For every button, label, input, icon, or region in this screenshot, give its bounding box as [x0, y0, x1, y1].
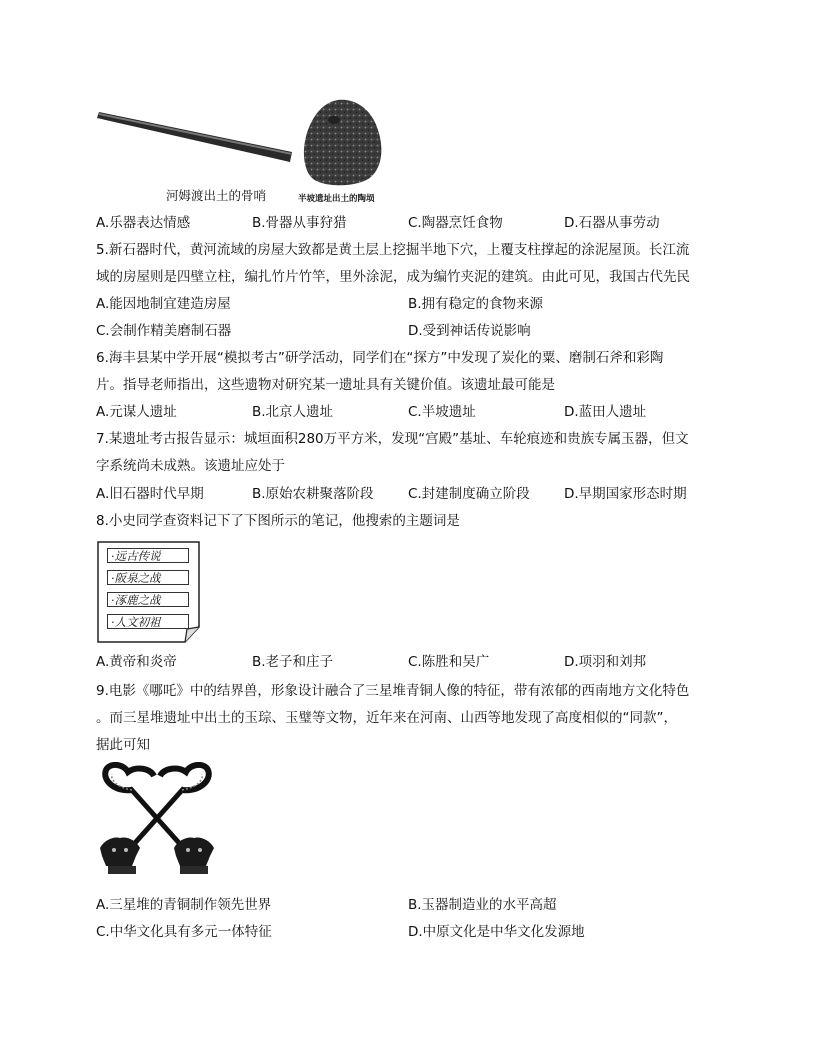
- q9-options-row-2: [96, 922, 736, 942]
- q7-option-c[interactable]: C.封建制度确立阶段: [408, 486, 530, 502]
- q9-stem-line-3: 据此可知: [96, 737, 150, 753]
- q5-stem-line-2: 域的房屋则是四壁立柱，编扎竹片竹竿，里外涂泥，成为编竹夹泥的建筑。由此可见，我国古代先民: [96, 269, 690, 285]
- q4-option-a[interactable]: A.乐器表达情感: [96, 215, 191, 231]
- bone-whistle-image: [96, 104, 296, 168]
- q6-option-d[interactable]: D.蓝田人遗址: [564, 404, 647, 420]
- note-item-3: ·涿鹿之战: [107, 592, 189, 607]
- sanxingdui-artifact-image: [96, 762, 220, 888]
- q8-option-b[interactable]: B.老子和庄子: [252, 654, 334, 670]
- bone-whistle-caption: 河姆渡出土的骨哨: [166, 188, 267, 203]
- q4-option-c[interactable]: C.陶器烹饪食物: [408, 215, 503, 231]
- q5-option-a[interactable]: A.能因地制宜建造房屋: [96, 296, 231, 312]
- q8-note-card: [97, 541, 201, 643]
- q5-option-c[interactable]: C.会制作精美磨制石器: [96, 323, 232, 339]
- q9-stem-line-1: 9.电影《哪吒》中的结界兽，形象设计融合了三星堆青铜人像的特征，带有浓郁的西南地方文化特色: [96, 683, 690, 699]
- q7-option-d[interactable]: D.早期国家形态时期: [564, 486, 687, 502]
- q9-option-a[interactable]: A.三星堆的青铜制作领先世界: [96, 897, 272, 913]
- q9-option-b[interactable]: B.玉器制造业的水平高超: [408, 897, 557, 913]
- q9-stem-line-2: 。而三星堆遗址中出土的玉琮、玉璧等文物，近年来在河南、山西等地发现了高度相似的“同款”，: [96, 710, 677, 726]
- q7-option-b[interactable]: B.原始农耕聚落阶段: [252, 486, 374, 502]
- q6-option-a[interactable]: A.元谋人遗址: [96, 404, 177, 420]
- q9-options-row-1: [96, 895, 736, 915]
- pottery-xun-caption: 半坡遗址出土的陶埙: [298, 194, 375, 204]
- q9-option-d[interactable]: D.中原文化是中华文化发源地: [408, 924, 585, 940]
- pottery-xun-image: [298, 96, 388, 194]
- q7-stem-line-1: 7.某遗址考古报告显示：城垣面积280万平方米，发现“宫殿”基址、车轮痕迹和贵族专属玉器，但文: [96, 431, 689, 447]
- q4-option-b[interactable]: B.骨器从事狩猎: [252, 215, 347, 231]
- q5-options-row-2: [96, 321, 736, 341]
- q8-options: [96, 652, 736, 672]
- q9-option-c[interactable]: C.中华文化具有多元一体特征: [96, 924, 272, 940]
- note-item-1: ·远古传说: [107, 548, 189, 563]
- q8-option-a[interactable]: A.黄帝和炎帝: [96, 654, 177, 670]
- q5-option-d[interactable]: D.受到神话传说影响: [408, 323, 531, 339]
- note-item-4: ·人文初祖: [107, 614, 189, 629]
- q5-stem-line-1: 5.新石器时代，黄河流域的房屋大致都是黄土层上挖掘半地下穴，上覆支柱撑起的涂泥屋顶。长江流: [96, 242, 690, 258]
- q6-options: [96, 402, 736, 422]
- q7-options: [96, 484, 736, 504]
- q7-option-a[interactable]: A.旧石器时代早期: [96, 486, 204, 502]
- q6-stem-line-2: 片。指导老师指出，这些遗物对研究某一遗址具有关键价值。该遗址最可能是: [96, 377, 555, 393]
- q4-option-d[interactable]: D.石器从事劳动: [564, 215, 660, 231]
- q4-options: [96, 213, 736, 233]
- q5-option-b[interactable]: B.拥有稳定的食物来源: [408, 296, 544, 312]
- q6-option-c[interactable]: C.半坡遗址: [408, 404, 476, 420]
- q6-stem-line-1: 6.海丰县某中学开展“模拟考古”研学活动，同学们在“探方”中发现了炭化的粟、磨制石斧和彩陶: [96, 350, 664, 366]
- q8-option-c[interactable]: C.陈胜和吴广: [408, 654, 490, 670]
- q6-option-b[interactable]: B.北京人遗址: [252, 404, 334, 420]
- q8-option-d[interactable]: D.项羽和刘邦: [564, 654, 647, 670]
- q5-options-row-1: [96, 294, 736, 314]
- q8-stem-line-1: 8.小史同学查资料记下了下图所示的笔记，他搜索的主题词是: [96, 513, 460, 529]
- note-item-2: ·阪泉之战: [107, 570, 189, 585]
- q7-stem-line-2: 字系统尚未成熟。该遗址应处于: [96, 458, 285, 474]
